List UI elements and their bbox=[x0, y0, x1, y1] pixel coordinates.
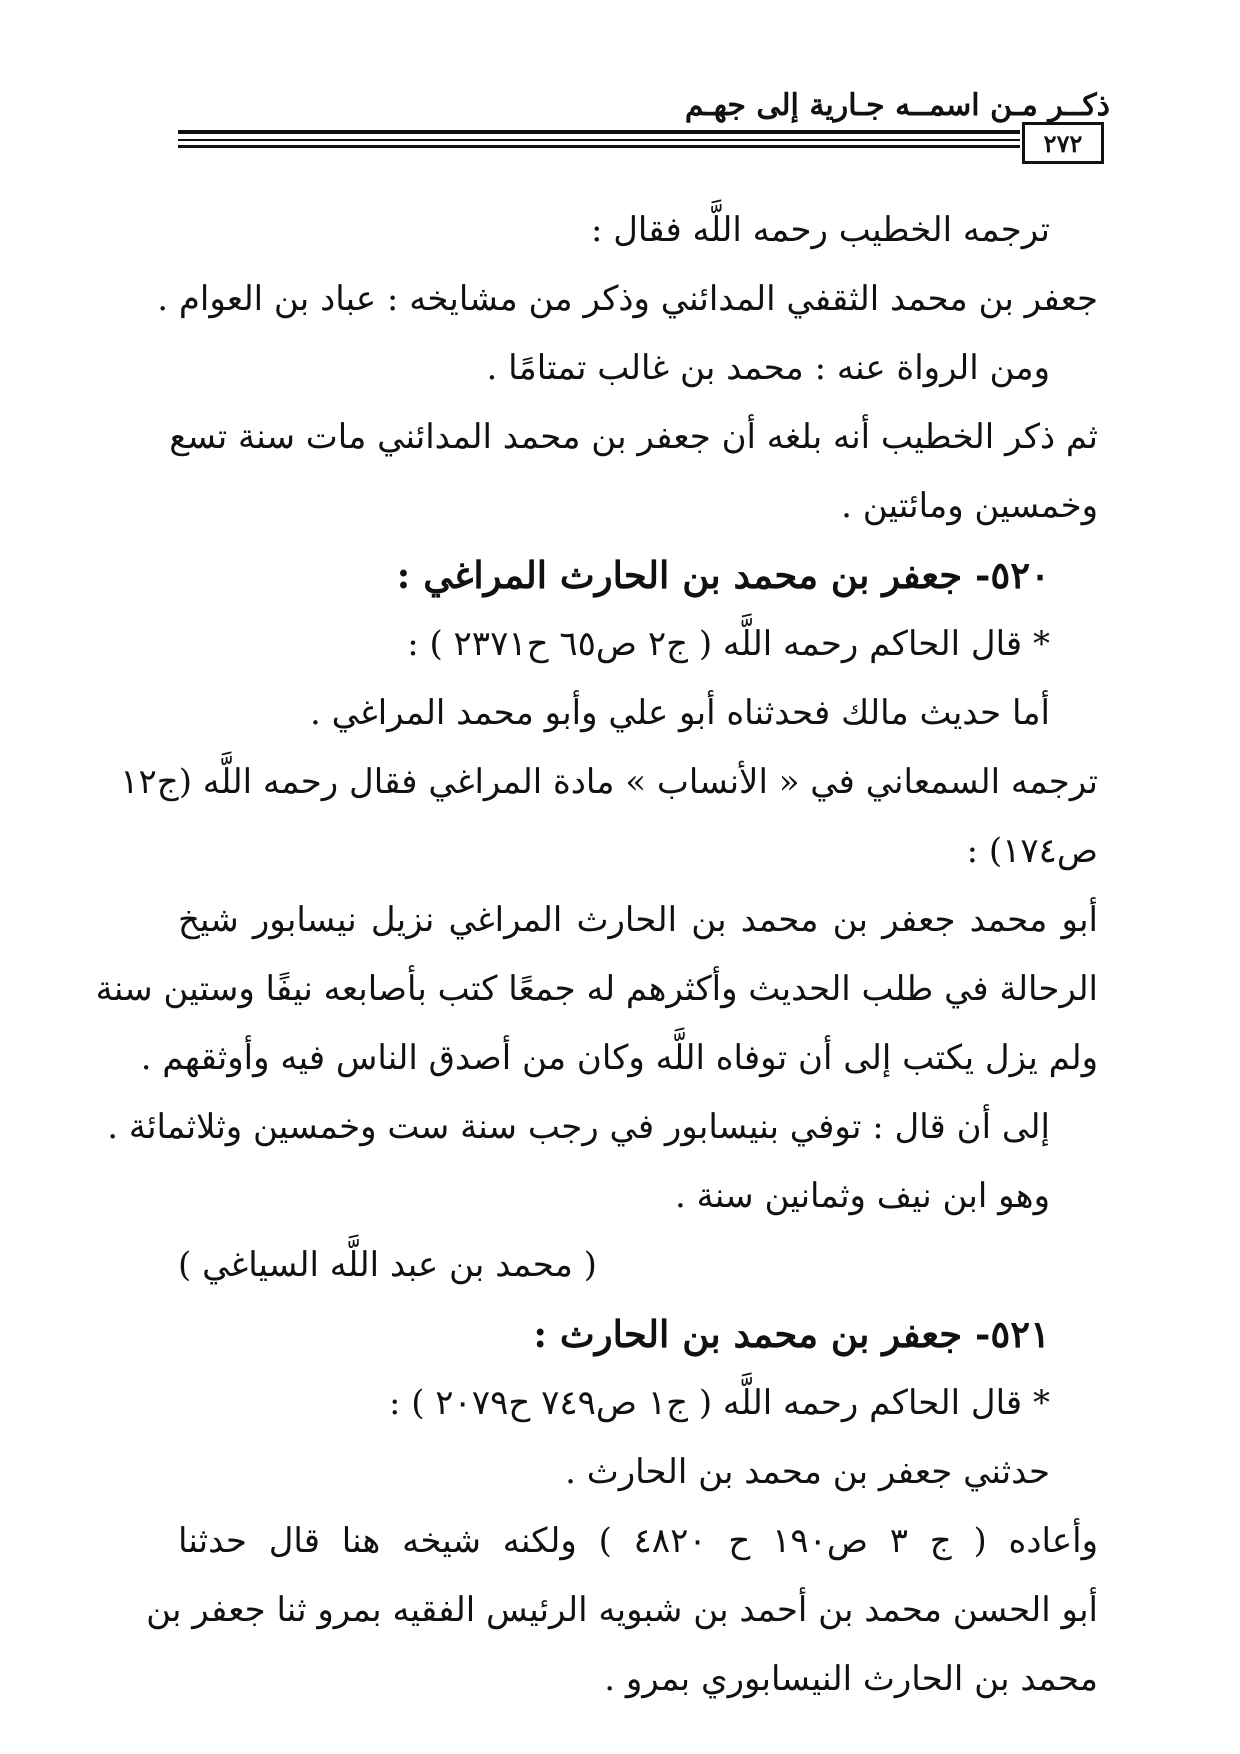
page-body bbox=[95, 196, 1098, 1714]
text-line: جعفر بن محمد الثقفي المدائني وذكر من مشايخه : عباد بن العوام . bbox=[157, 279, 1098, 319]
text-line: وأعاده ( ج ٣ ص١٩٠ ح ٤٨٢٠ ) ولكنه شيخه هنا قال حدثنا bbox=[178, 1521, 1098, 1561]
text-line: حدثني جعفر بن محمد بن الحارث . bbox=[565, 1452, 1050, 1492]
text-line: ثم ذكر الخطيب أنه بلغه أن جعفر بن محمد المدائني مات سنة تسع bbox=[169, 417, 1098, 457]
page-number-box bbox=[1022, 122, 1104, 164]
text-line: وهو ابن نيف وثمانين سنة . bbox=[675, 1176, 1050, 1216]
text-line: ص١٧٤) : bbox=[966, 831, 1098, 871]
header-rule-bottom bbox=[178, 145, 1020, 148]
text-line: وخمسين ومائتين . bbox=[841, 486, 1098, 526]
text-line: * قال الحاكم رحمه اللَّه ( ج١ ص٧٤٩ ح٢٠٧٩ ) : bbox=[388, 1383, 1050, 1423]
text-line: ترجمه الخطيب رحمه اللَّه فقال : bbox=[590, 210, 1050, 250]
entry-heading-520: ٥٢٠- جعفر بن محمد بن الحارث المراغي : bbox=[396, 553, 1050, 597]
text-line: أبو الحسن محمد بن أحمد بن شبويه الرئيس الفقيه بمرو ثنا جعفر بن bbox=[146, 1590, 1098, 1630]
text-line: ومن الرواة عنه : محمد بن غالب تمتامًا . bbox=[486, 348, 1050, 388]
page-number: ٢٧٢ bbox=[1043, 128, 1083, 158]
text-line: إلى أن قال : توفي بنيسابور في رجب سنة ست وخمسين وثلاثمائة . bbox=[107, 1107, 1050, 1147]
text-line: الرحالة في طلب الحديث وأكثرهم له جمعًا كتب بأصابعه نيفًا وستين سنة bbox=[95, 969, 1098, 1009]
text-line: * قال الحاكم رحمه اللَّه ( ج٢ ص٦٥ ح٢٣٧١ ) : bbox=[407, 624, 1050, 664]
header-rule-middle bbox=[178, 139, 1020, 141]
text-line: أبو محمد جعفر بن محمد بن الحارث المراغي نزيل نيسابور شيخ bbox=[178, 900, 1098, 940]
running-title: ذكــر مـن اسمــه جـارية إلى جهـم bbox=[684, 88, 1110, 123]
text-line: ترجمه السمعاني في « الأنساب » مادة المراغي فقال رحمه اللَّه (ج١٢ bbox=[120, 762, 1098, 802]
author-attribution: ( محمد بن عبد اللَّه السياغي ) bbox=[178, 1245, 597, 1285]
header-rule-top bbox=[178, 130, 1020, 134]
entry-heading-521: ٥٢١- جعفر بن محمد بن الحارث : bbox=[533, 1312, 1050, 1356]
text-line: أما حديث مالك فحدثناه أبو علي وأبو محمد المراغي . bbox=[309, 693, 1050, 733]
text-line: محمد بن الحارث النيسابوري بمرو . bbox=[604, 1659, 1098, 1699]
text-line: ولم يزل يكتب إلى أن توفاه اللَّه وكان من أصدق الناس فيه وأوثقهم . bbox=[140, 1038, 1098, 1078]
